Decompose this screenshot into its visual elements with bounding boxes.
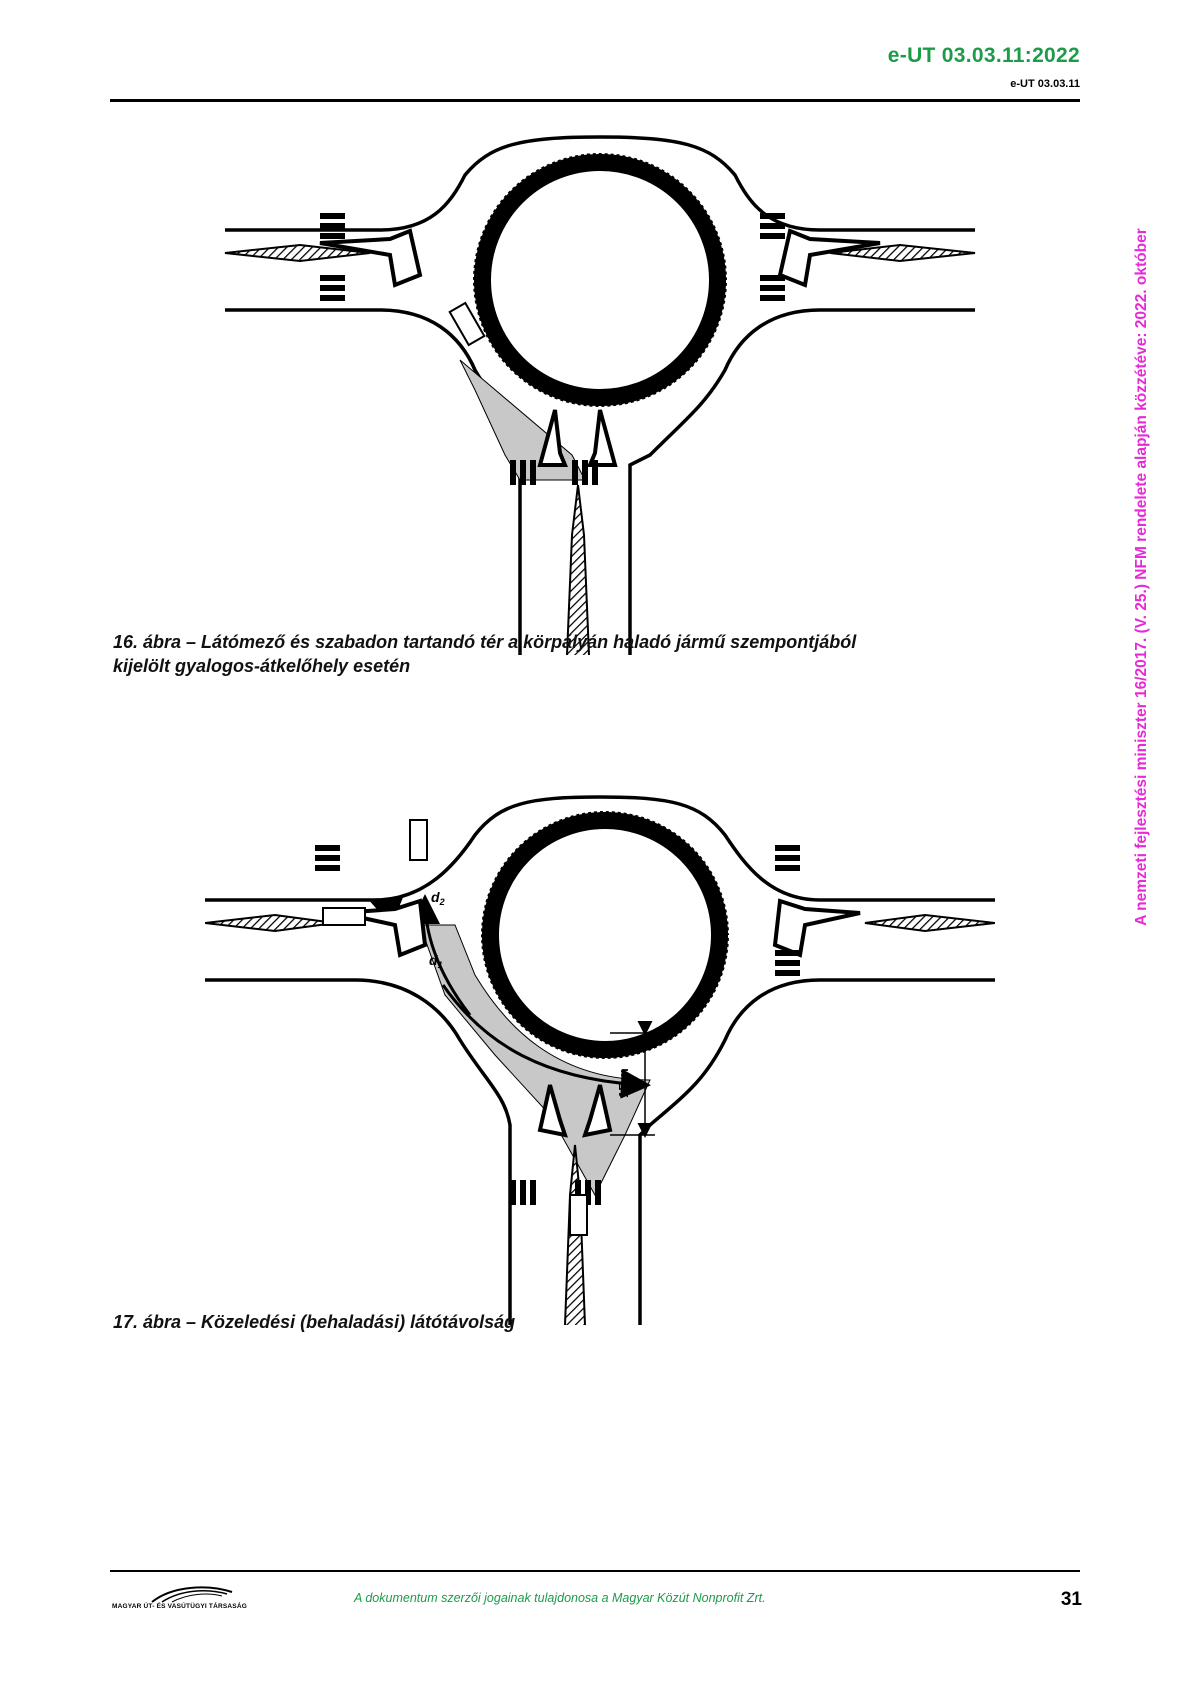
footer-rule (110, 1570, 1080, 1572)
figure-16-roundabout (220, 135, 980, 655)
central-island (482, 162, 718, 398)
document-code: e-UT 03.03.11:2022 (887, 44, 1080, 67)
footer-logo-text: MAGYAR ÚT- ÉS VASÚTÜGYI TÁRSASÁG (112, 1603, 247, 1610)
header-rule (110, 99, 1080, 102)
figure-16-caption (113, 630, 1013, 678)
vehicle-west-exit (323, 908, 365, 925)
crosswalk-east (760, 213, 785, 301)
crosswalk-west (315, 845, 340, 871)
road-edge (225, 310, 520, 655)
vehicle-circulating (410, 820, 427, 860)
central-island (490, 820, 720, 1050)
label-d2 (431, 889, 445, 907)
document-code-short: e-UT 03.03.11 (1010, 78, 1080, 90)
logo-arc-icon (112, 1582, 257, 1604)
label-d1-sub: 1 (437, 960, 443, 970)
road-edge (640, 980, 995, 1325)
footer-logo (112, 1582, 257, 1614)
label-d2-main: d (431, 889, 440, 905)
splitter-island-west (205, 915, 335, 931)
figure-17-caption-line1: 17. ábra – Közeledési (behaladási) látótávolság (113, 1312, 516, 1332)
splitter-island-east (865, 915, 995, 931)
figure-16-caption-line1: 16. ábra – Látómező és szabadon tartandó tér a körpályán haladó jármű szempontjából (113, 632, 857, 652)
road-edge (205, 980, 510, 1325)
side-note-text: A nemzeti fejlesztési miniszter 16/2017. (V. 25.) NFM rendelete alapján közzétéve: 2022. október (1133, 228, 1150, 926)
footer-copyright: A dokumentum szerzői jogainak tulajdonosa a Magyar Közút Nonprofit Zrt. (354, 1591, 766, 1605)
label-15m: 15 m (616, 1068, 631, 1098)
page-number: 31 (1060, 1589, 1082, 1610)
label-d2-sub: 2 (439, 897, 445, 907)
figure-17-caption (113, 1310, 1013, 1334)
splitter-island-east-2 (775, 901, 860, 955)
splitter-island-south-3 (590, 410, 615, 465)
figure-16-caption-line2: kijelölt gyalogos-átkelőhely esetén (113, 656, 411, 676)
vehicle-south-entry (570, 1195, 587, 1235)
figure-17-roundabout (205, 795, 995, 1325)
label-d1-main: d (429, 952, 438, 968)
